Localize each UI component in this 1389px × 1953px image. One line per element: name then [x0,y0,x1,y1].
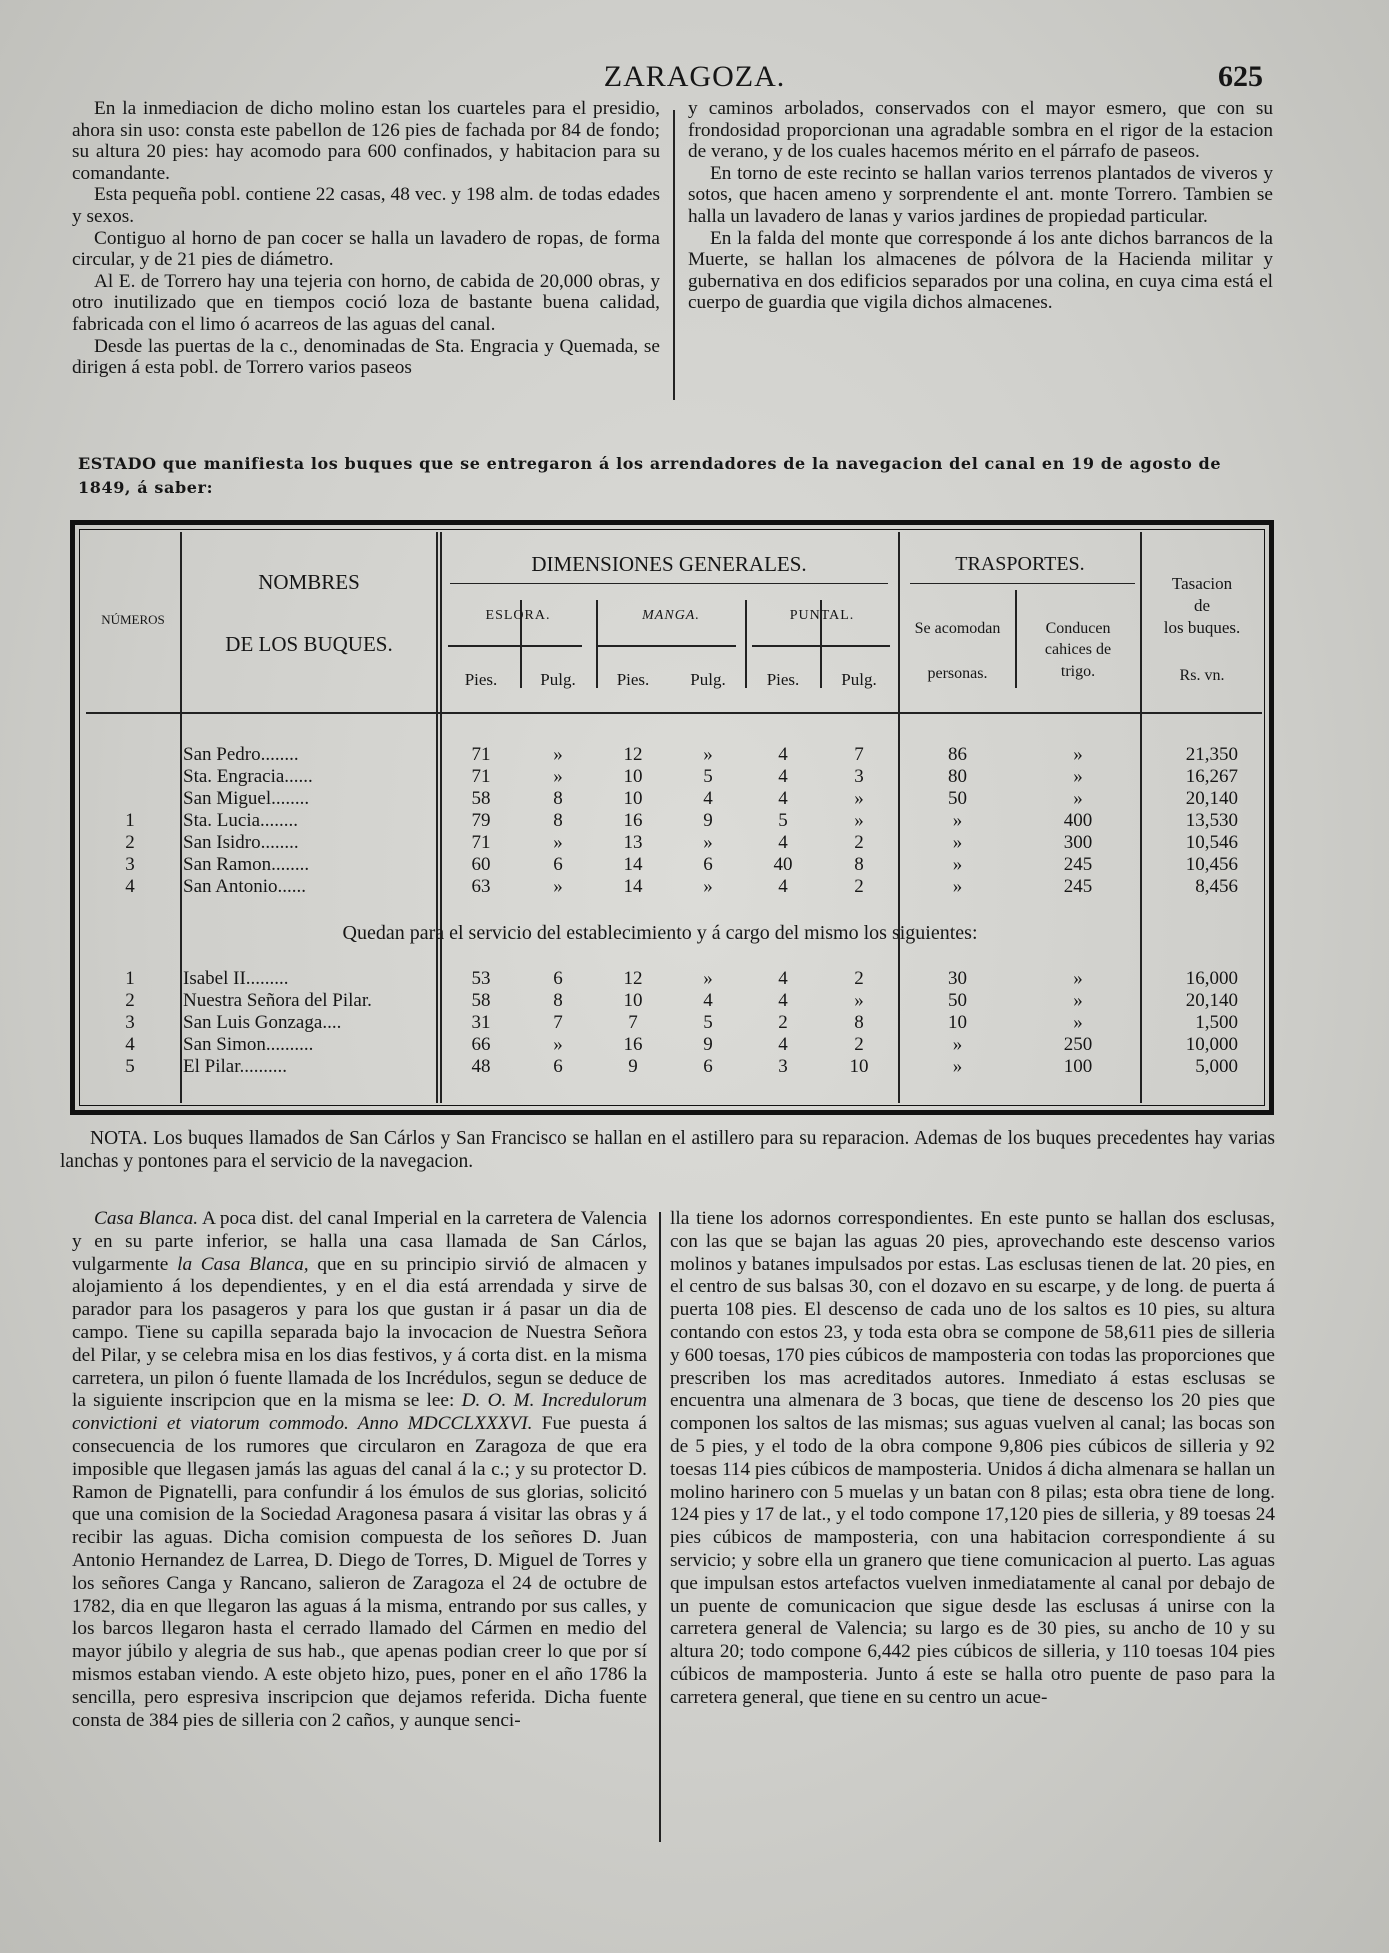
header-conducen: Conducen [1045,620,1111,637]
row-number: 3 [125,1012,135,1033]
cell-pu: 2 [854,832,864,853]
cell-mu: » [703,744,713,765]
cell-tasacion: 10,000 [1185,1034,1238,1055]
cell-ep: 71 [471,832,491,853]
cell-mu: 5 [703,1012,713,1033]
cell-acom: 50 [948,788,967,809]
ship-name-text: San Isidro [183,832,261,853]
header-unit: Pulg. [540,670,576,689]
cell-pp: 4 [778,990,788,1011]
column-bottom-left [72,1208,647,1732]
ship-name [183,854,433,876]
cell-cond: 245 [1063,854,1093,875]
cell-cond: » [1073,766,1083,787]
cell-ep: 63 [471,876,491,897]
cell-cond: » [1073,788,1083,809]
cell-mu: 6 [703,1056,713,1077]
cell-mu: 4 [703,788,713,809]
cell-tasacion: 13,530 [1185,810,1238,831]
cell-mp: 10 [623,788,643,809]
table-column-rule [436,532,438,1103]
ship-name [183,968,433,990]
header-acomodan: Se acomodan [914,620,1001,637]
text: Fue puesta á consecuencia de los rumores que circularon en Zaragoza de que era imposible que llegasen jamás las aguas del canal á la c.; y su protector D. Ramon de Pignatelli, para confundir á los émulos de sus glorias, solicitó que una comision de la Sociedad Aragonesa pasara á visitar las obras y á recibir las aguas. Dicha comision compuesta de los señores D. Juan Antonio Hernandez de Larrea, D. Diego de Torres, D. Miguel de Torres y los señores Canga y Rancano, salieron de Zaragoza el 24 de octubre de 1782, dia en que llegaron las aguas á la misma, entrando por sus calles, y los barcos llegaron hasta el cerrado llamado del Cármen en medio del mayor júbilo y alegria de sus hab., que apenas podian creer lo que por sí mismos estaban viendo. A este objeto hizo, pues, poner en el año 1786 la sencilla, pero espresiva inscripcion que dejamos referida. Dicha fuente consta de 384 pies de silleria con 2 caños, y aunque senci- [72,1413,647,1731]
cell-pu: 2 [854,968,864,989]
leader-dots: ........ [271,788,310,809]
paragraph: En la inmediacion de dicho molino estan los cuarteles para el presidio, ahora sin uso: consta este pabellon de 126 pies de fachada por 84 de fondo; su altura 20 pies: hay acomodo para 600 confinados, y habitacion para su comandante. [72,98,660,184]
cell-ep: 79 [471,810,491,831]
paragraph: lla tiene los adornos correspondientes. En este punto se hallan dos esclusas, con las que se bajan las aguas 20 pies, aprovechando este descenso varios molinos y batanes impulsados por estas. Las esclusas tienen de lat. 20 pies, en el centro de sus balsas 30, con el dozavo en su escarpe, y de long. de puerta á puerta 108 pies. El descenso de cada uno de los saltos es 10 pies, su altura contando con estos 23, y toda esta obra se compone de 58,611 pies de silleria y 600 toesas, 170 pies cúbicos de mamposteria con todas las proporciones que prescriben los mas acreditados autores. Inmediato á estas esclusas se encuentra una almenara de 3 bocas, que tiene de descenso los 20 pies que componen los saltos de las mismas; sus aguas vuelven al canal; las bocas son de 5 pies, y el todo de la obra compone 9,806 pies cúbicos de silleria y 92 toesas 114 pies cúbicos de mamposteria. Unidos á dicha almenara se hallan un molino harinero con 5 muelas y un batan con 8 pilas; esta obra tiene de long. 124 pies y 17 de lat., y el todo compone 17,120 pies de silleria, y 89 toesas 24 pies cúbicos de mamposteria, con una habitacion correspondiente á su servicio; y sobre ella un granero que tiene comunicacion al puerto. Las aguas que impulsan estos artefactos vuelven inmediatamente al canal por debajo de un puente de comunicacion que sigue desde las esclusas á unirse con la carretera general de Valencia; su largo es de 30 pies, su ancho de 10 y su altura 20; todo compone 6,442 pies cúbicos de silleria, y 110 toesas 104 pies cúbicos de mamposteria. Junto á este se halla otro puente de paso para la carretera general, que tiene en su centro un acue- [670,1208,1275,1708]
cell-cond: » [1073,1012,1083,1033]
ship-name-text: Sta. Lucia [183,810,261,831]
cell-acom: 50 [948,990,967,1011]
cell-mu: 9 [703,1034,713,1055]
header-unit: Pies. [616,670,650,689]
cell-eu: » [553,1034,563,1055]
ship-name-text: San Pedro [183,744,261,765]
cell-pp: 5 [778,810,788,831]
header-unit: Pulg. [690,670,726,689]
cell-eu: 6 [553,1056,563,1077]
header-trasportes: TRASPORTES. [955,553,1085,575]
group-rule [910,583,1135,584]
paragraph: En torno de este recinto se hallan varios terrenos plantados de viveros y sotos, que hacen ameno y sorprendente el ant. monte Torrero. Tambien se halla un lavadero de lanas y varios jardines de propiedad particular. [688,162,1273,227]
ship-name [183,788,433,810]
cell-cond: 100 [1063,1056,1093,1077]
cell-tasacion: 16,267 [1185,766,1238,787]
cell-pp: 4 [778,876,788,897]
inscription: D. O. M. Incredulorum convictioni et viatorum commodo. Anno MDCCLXXXVI. [72,1390,647,1435]
row-number: 4 [125,1034,135,1055]
cell-mp: 16 [623,810,643,831]
cell-tasacion: 20,140 [1185,990,1238,1011]
cell-cond: » [1073,744,1083,765]
cell-mu: 9 [703,810,713,831]
header-nombres: DE LOS BUQUES. [225,632,393,656]
cell-mu: 5 [703,766,713,787]
cell-pp: 2 [778,1012,788,1033]
cell-mu: » [703,968,713,989]
cell-ep: 71 [471,744,491,765]
cell-pp: 4 [778,968,788,989]
cell-mp: 10 [623,766,643,787]
cell-mu: 6 [703,854,713,875]
note-text: Los buques llamados de San Cárlos y San Francisco se hallan en el astillero para su reparacion. Ademas de los buques precedentes hay varias lanchas y pontones para el servicio de la navegacion. [60,1128,1275,1172]
cell-cond: » [1073,990,1083,1011]
cell-eu: 8 [553,788,563,809]
leader-dots: ...... [277,876,306,897]
page-number: 625 [1218,60,1263,93]
cell-ep: 66 [471,1034,491,1055]
row-number: 1 [125,968,135,989]
ship-name [183,876,433,898]
cell-pu: 2 [854,876,864,897]
header-nombres: NOMBRES [258,570,360,594]
cell-mp: 13 [623,832,643,853]
header-numeros: NÚMEROS [101,612,165,627]
cell-eu: 8 [553,990,563,1011]
paragraph: y caminos arbolados, conservados con el mayor esmero, que con su frondosidad proporcionan una agradable sombra en el rigor de la estacion de verano, y de los cuales hacemos mérito en el párrafo de paseos. [688,98,1273,163]
cell-mu: 4 [703,990,713,1011]
leader-dots: .... [322,1012,342,1033]
ship-name [183,1056,433,1078]
group-rule [598,645,736,647]
cell-eu: 7 [553,1012,563,1033]
table-subheading: Quedan para el servicio del establecimiento y á cargo del mismo los siguientes: [342,922,978,944]
cell-cond: 250 [1063,1034,1093,1055]
ship-name [183,832,433,854]
cell-mp: 14 [623,854,643,875]
section-lead: Casa Blanca. [94,1208,199,1229]
leader-dots: ...... [284,766,313,787]
note-label: NOTA. [90,1128,148,1149]
column-divider [659,1212,661,1842]
cell-pu: 3 [854,766,864,787]
text-italic: la Casa Blanca, [177,1253,309,1275]
cell-acom: » [952,876,963,897]
column-bottom-right [670,1208,1275,1710]
cell-pp: 4 [778,1034,788,1055]
cell-tasacion: 21,350 [1185,744,1238,765]
header-acomodan: personas. [927,665,988,682]
cell-pp: 4 [778,832,788,853]
cell-acom: » [952,854,963,875]
cell-acom: » [952,832,963,853]
cell-mu: » [703,832,713,853]
table-column-rule [180,532,182,1103]
cell-mp: 14 [623,876,643,897]
header-tasacion: los buques. [1163,618,1241,637]
group-rule [448,645,582,647]
cell-acom: 30 [948,968,967,989]
cell-eu: 8 [553,810,563,831]
row-number: 3 [125,854,135,875]
ship-name [183,1012,433,1034]
leader-dots: ........ [271,854,310,875]
cell-ep: 71 [471,766,491,787]
cell-mu: » [703,876,713,897]
cell-pu: 7 [854,744,864,765]
text: que en su principio sirvió de almacen y alojamiento á los dependientes, y en el dia está arrendada y sirve de parador para los pasageros y para los que gustan ir á pasar un dia de campo. Tiene su capilla separada bajo la invocacion de Nuestra Señora del Pilar, y se celebra misa en los dias festivos, y á corta dist. en la misma carretera, un pilon ó fuente llamada de los Incrédulos, segun se deduce de la siguiente inscripcion que en la misma se lee: [72,1253,648,1412]
cell-tasacion: 1,500 [1195,1012,1238,1033]
cell-pu: » [854,990,864,1011]
cell-eu: » [553,744,563,765]
ship-name-text: San Antonio [183,876,278,897]
row-number: 5 [125,1056,135,1077]
cell-mp: 9 [628,1056,638,1077]
ship-name-text: San Miguel [183,788,272,809]
cell-mp: 12 [623,968,643,989]
column-divider [673,110,675,400]
cell-acom: » [952,1034,963,1055]
ship-name-text: Sta. Engracia [183,766,285,787]
leader-dots: ........ [260,810,299,831]
cell-eu: 6 [553,968,563,989]
paragraph: En la falda del monte que corresponde á los ante dichos barrancos de la Muerte, se hallan los almacenes de pólvora de la Hacienda militar y gubernativa en dos edificios separados por una colina, en cuya cima está el cuerpo de guardia que vigila dichos almacenes. [688,227,1273,314]
cell-cond: 300 [1063,832,1093,853]
cell-ep: 53 [471,968,491,989]
cell-mp: 10 [623,990,643,1011]
row-number: 2 [125,990,135,1011]
cell-pu: » [854,810,864,831]
cell-tasacion: 10,546 [1185,832,1238,853]
cell-tasacion: 8,456 [1195,876,1238,897]
column-top-right [688,98,1273,314]
cell-ep: 58 [471,990,491,1011]
cell-acom: 80 [948,766,967,787]
ship-name-text: El Pilar [183,1056,240,1077]
cell-eu: » [553,832,563,853]
group-rule [752,645,890,647]
cell-acom: » [952,810,963,831]
cell-pp: 40 [773,854,793,875]
cell-pp: 4 [778,766,788,787]
cell-mp: 16 [623,1034,643,1055]
header-unit: Pies. [464,670,498,689]
row-number: 1 [125,810,135,831]
cell-pp: 3 [778,1056,788,1077]
ship-name [183,990,433,1012]
table-header-rule [86,712,1262,714]
text: A poca dist. del canal Imperial en la carretera de Valencia y en su parte inferior, se halla una casa llamada de San Cárlos, vulgarmente [72,1208,647,1275]
leader-dots: ........ [260,832,299,853]
cell-tasacion: 5,000 [1195,1056,1238,1077]
ship-name [183,810,433,832]
cell-tasacion: 20,140 [1185,788,1238,809]
cell-tasacion: 16,000 [1185,968,1238,989]
group-rule [450,583,888,584]
leader-dots: .......... [239,1056,287,1077]
paragraph: Esta pequeña pobl. contiene 22 casas, 48 vec. y 198 alm. de todas edades y sexos. [72,184,660,227]
header-conducen: trigo. [1060,663,1096,680]
cell-ep: 48 [471,1056,491,1077]
cell-acom: 86 [948,744,967,765]
header-conducen: cahices de [1044,641,1112,658]
paragraph: Al E. de Torrero hay una tejeria con horno, de cabida de 20,000 obras, y otro inutilizado que en tiempos coció loza de bastante buena calidad, fabricada con el limo ó acarreos de las aguas del canal. [72,270,660,335]
running-header-title: ZARAGOZA. [603,60,786,93]
cell-mp: 12 [623,744,643,765]
ship-name [183,766,433,788]
cell-pp: 4 [778,744,788,765]
cell-eu: » [553,876,563,897]
cell-pu: 10 [849,1056,869,1077]
paragraph: Desde las puertas de la c., denominadas de Sta. Engracia y Quemada, se dirigen á esta pobl. de Torrero varios paseos [72,335,660,379]
header-dimensiones: DIMENSIONES GENERALES. [531,552,807,576]
cell-cond: » [1073,968,1083,989]
header-unit: Pies. [766,670,800,689]
cell-ep: 31 [471,1012,491,1033]
paragraph: Contiguo al horno de pan cocer se halla un lavadero de ropas, de forma circular, y de 21 pies de diámetro. [72,227,660,271]
ship-name [183,744,433,766]
row-number: 4 [125,876,135,897]
note [60,1127,1275,1173]
ship-name-text: Isabel II [183,968,246,989]
cell-pp: 4 [778,788,788,809]
ship-name-text: San Ramon [183,854,272,875]
header-unit: Pulg. [841,670,877,689]
ship-name-text: Nuestra Señora del Pilar. [183,990,372,1011]
table-caption: ESTADO que manifiesta los buques que se entregaron á los arrendadores de la navegacion del canal en 19 de agosto de 1849, á saber: [78,454,1222,497]
header-tasacion: Tasacion [1171,574,1233,593]
cell-ep: 60 [471,854,491,875]
leader-dots: ........ [260,744,299,765]
ship-name-text: San Luis Gonzaga [183,1012,323,1033]
header-eslora: ESLORA. [485,608,551,623]
cell-acom: » [952,1056,963,1077]
paragraph [72,1208,647,1732]
cell-cond: 400 [1063,810,1093,831]
cell-mp: 7 [628,1012,638,1033]
cell-acom: 10 [948,1012,967,1033]
cell-pu: 8 [854,1012,864,1033]
row-number: 2 [125,832,135,853]
header-rsvn: Rs. vn. [1179,667,1225,684]
leader-dots: .......... [265,1034,314,1055]
cell-cond: 245 [1063,876,1093,897]
header-tasacion: de [1193,596,1211,615]
header-puntal: PUNTAL. [789,608,855,623]
cell-ep: 58 [471,788,491,809]
cell-eu: » [553,766,563,787]
column-top-left [72,98,660,379]
cell-pu: » [854,788,864,809]
ship-name-text: San Simon [183,1034,266,1055]
header-manga: MANGA. [642,608,700,623]
cell-eu: 6 [553,854,563,875]
cell-pu: 8 [854,854,864,875]
cell-tasacion: 10,456 [1185,854,1238,875]
cell-pu: 2 [854,1034,864,1055]
ship-name [183,1034,433,1056]
leader-dots: ......... [245,968,289,989]
